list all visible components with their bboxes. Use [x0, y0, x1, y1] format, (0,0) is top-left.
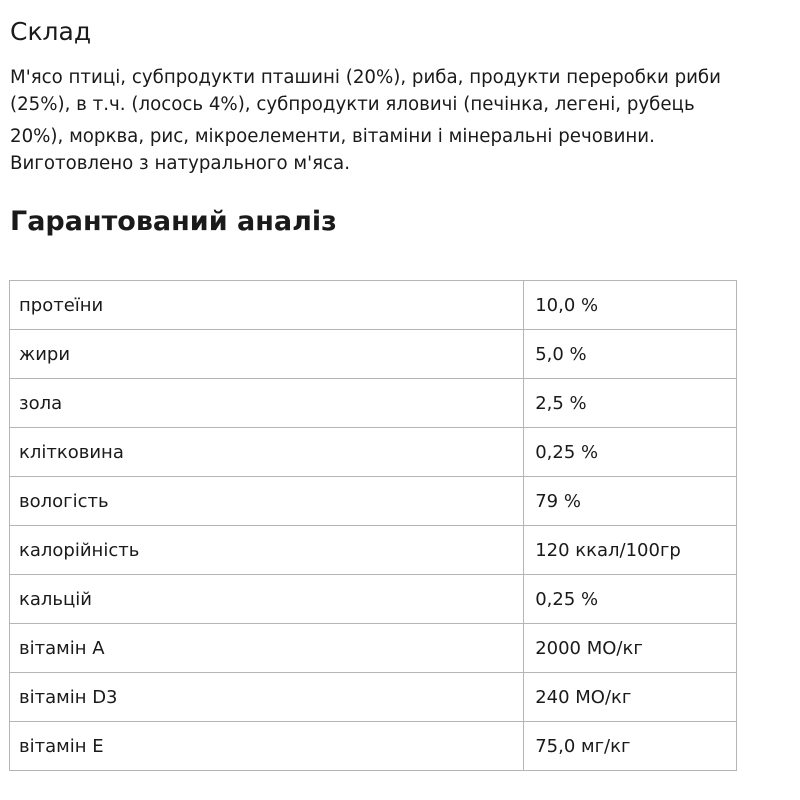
nutrient-value: 240 МО/кг: [524, 673, 737, 722]
table-row: [10, 477, 737, 526]
nutrient-name: жири: [10, 330, 524, 379]
composition-line: 20%), морква, рис, мікроелементи, вітаміни і мінеральні речовини.: [10, 126, 655, 147]
nutrient-name: вітамін Е: [10, 722, 524, 771]
table-row: [10, 575, 737, 624]
table-row: [10, 281, 737, 330]
nutrient-name: вітамін А: [10, 624, 524, 673]
composition-line: (25%), в т.ч. (лосось 4%), субпродукти яловичі (печінка, легені, рубець: [10, 94, 695, 115]
table-row: [10, 624, 737, 673]
nutrient-name: вологість: [10, 477, 524, 526]
table-row: [10, 526, 737, 575]
table-row: [10, 330, 737, 379]
nutrient-name: калорійність: [10, 526, 524, 575]
nutrient-name: зола: [10, 379, 524, 428]
composition-text: [10, 64, 800, 177]
table-row: [10, 379, 737, 428]
nutrient-name: вітамін D3: [10, 673, 524, 722]
nutrient-value: 75,0 мг/кг: [524, 722, 737, 771]
nutrient-value: 120 ккал/100гр: [524, 526, 737, 575]
nutrient-value: 5,0 %: [524, 330, 737, 379]
nutrient-value: 2000 МО/кг: [524, 624, 737, 673]
nutrient-value: 10,0 %: [524, 281, 737, 330]
table-row: [10, 428, 737, 477]
nutrient-name: протеїни: [10, 281, 524, 330]
nutrient-name: клітковина: [10, 428, 524, 477]
nutrient-value: 2,5 %: [524, 379, 737, 428]
nutrient-value: 0,25 %: [524, 575, 737, 624]
nutrient-value: 0,25 %: [524, 428, 737, 477]
table-row: [10, 673, 737, 722]
table-row: [10, 722, 737, 771]
nutrient-value: 79 %: [524, 477, 737, 526]
analysis-title: Гарантований аналіз: [10, 206, 337, 237]
nutrient-name: кальцій: [10, 575, 524, 624]
analysis-table: [9, 280, 737, 771]
composition-line: М'ясо птиці, субпродукти пташині (20%), риба, продукти переробки риби: [10, 67, 721, 88]
composition-line: Виготовлено з натурального м'яса.: [10, 153, 350, 174]
composition-title: Склад: [10, 17, 92, 46]
